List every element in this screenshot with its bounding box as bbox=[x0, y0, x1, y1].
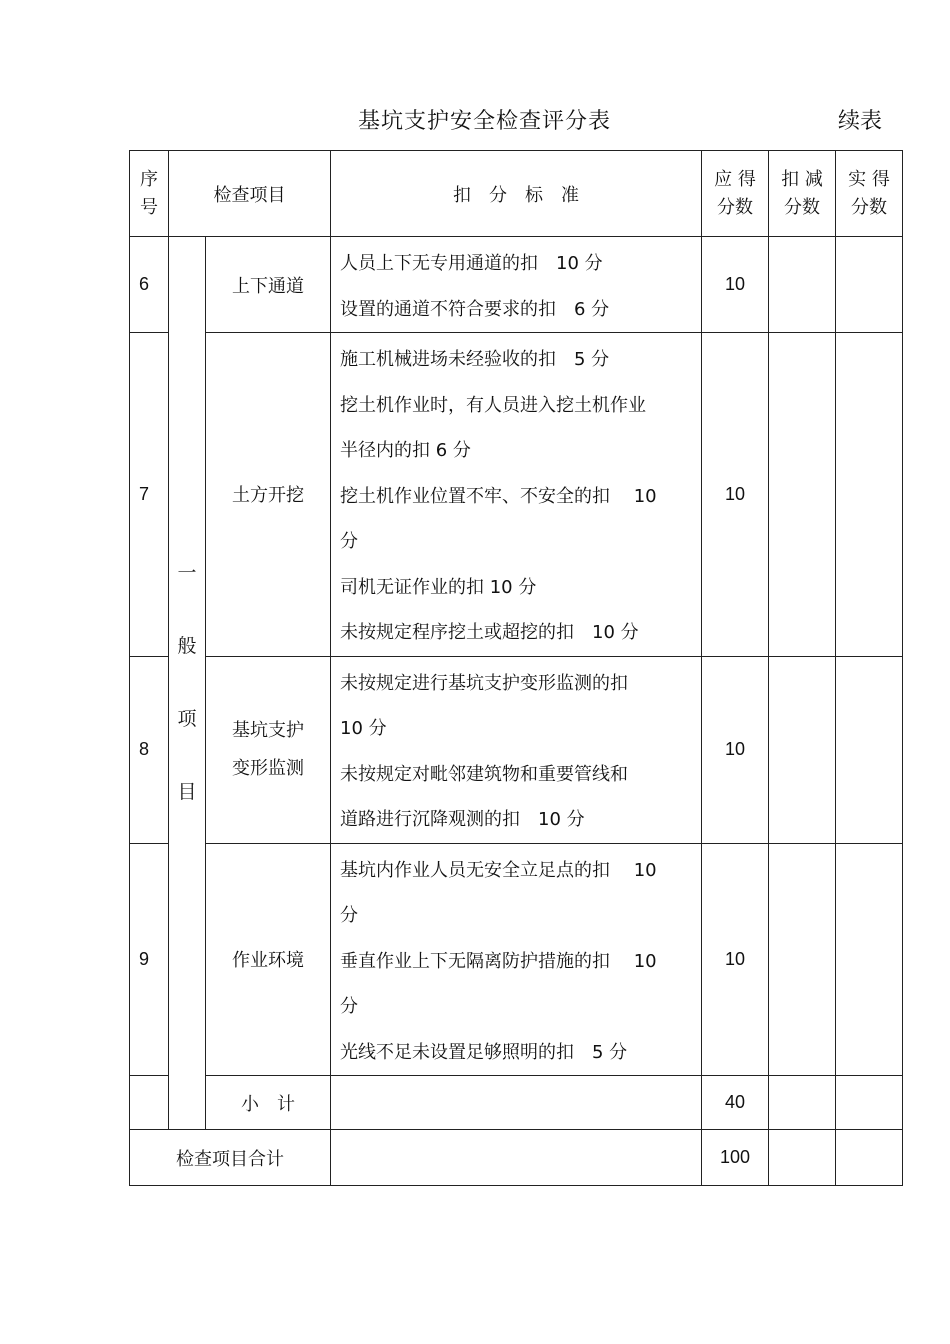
table-row bbox=[130, 843, 903, 1076]
row-seq: 7 bbox=[130, 333, 169, 657]
row-deduct bbox=[769, 843, 836, 1076]
subtotal-criteria bbox=[331, 1076, 702, 1130]
continued-label: 续表 bbox=[838, 109, 883, 134]
row-item: 土方开挖 bbox=[206, 333, 331, 657]
row-actual bbox=[836, 843, 903, 1076]
total-label: 检查项目合计 bbox=[130, 1130, 331, 1186]
row-criteria: 施工机械进场未经验收的扣 5 分 挖土机作业时，有人员进入挖土机作业 半径内的扣 6 分 挖土机作业位置不牢、不安全的扣 10 分 司机无证作业的扣 10 分 未按规定程序挖土或超挖的扣 10 分 bbox=[331, 333, 702, 657]
row-deduct bbox=[769, 333, 836, 657]
table-row bbox=[130, 333, 903, 657]
header-standard: 扣 分 标 准 bbox=[331, 151, 702, 237]
subtotal-row bbox=[130, 1076, 903, 1130]
row-criteria: 基坑内作业人员无安全立足点的扣 10 分 垂直作业上下无隔离防护措施的扣 10 分 光线不足未设置足够照明的扣 5 分 bbox=[331, 843, 702, 1076]
subtotal-label: 小 计 bbox=[206, 1076, 331, 1130]
row-deduct bbox=[769, 237, 836, 333]
subtotal-due: 40 bbox=[702, 1076, 769, 1130]
row-actual bbox=[836, 237, 903, 333]
row-due: 10 bbox=[702, 333, 769, 657]
score-table bbox=[129, 150, 903, 1186]
row-item: 作业环境 bbox=[206, 843, 331, 1076]
total-due: 100 bbox=[702, 1130, 769, 1186]
row-actual bbox=[836, 656, 903, 843]
row-item: 基坑支护 变形监测 bbox=[206, 656, 331, 843]
table-row bbox=[130, 656, 903, 843]
total-criteria bbox=[331, 1130, 702, 1186]
subtotal-deduct bbox=[769, 1076, 836, 1130]
header-item: 检查项目 bbox=[169, 151, 331, 237]
row-seq: 9 bbox=[130, 843, 169, 1076]
group-label: 一 般 项 目 bbox=[169, 237, 206, 1130]
header-seq: 序 号 bbox=[130, 151, 169, 237]
row-criteria: 未按规定进行基坑支护变形监测的扣 10 分 未按规定对毗邻建筑物和重要管线和 道路进行沉降观测的扣 10 分 bbox=[331, 656, 702, 843]
row-due: 10 bbox=[702, 656, 769, 843]
row-item: 上下通道 bbox=[206, 237, 331, 333]
row-actual bbox=[836, 333, 903, 657]
row-seq: 8 bbox=[130, 656, 169, 843]
header-due: 应 得 分数 bbox=[702, 151, 769, 237]
row-due: 10 bbox=[702, 843, 769, 1076]
row-criteria: 人员上下无专用通道的扣 10 分 设置的通道不符合要求的扣 6 分 bbox=[331, 237, 702, 333]
total-deduct bbox=[769, 1130, 836, 1186]
total-actual bbox=[836, 1130, 903, 1186]
header-actual: 实 得 分数 bbox=[836, 151, 903, 237]
header-deduct: 扣 减 分数 bbox=[769, 151, 836, 237]
header-row bbox=[130, 151, 903, 237]
row-due: 10 bbox=[702, 237, 769, 333]
row-seq: 6 bbox=[130, 237, 169, 333]
row-deduct bbox=[769, 656, 836, 843]
total-row bbox=[130, 1130, 903, 1186]
subtotal-seq bbox=[130, 1076, 169, 1130]
page-title: 基坑支护安全检查评分表 bbox=[358, 109, 612, 134]
table-row bbox=[130, 237, 903, 333]
subtotal-actual bbox=[836, 1076, 903, 1130]
